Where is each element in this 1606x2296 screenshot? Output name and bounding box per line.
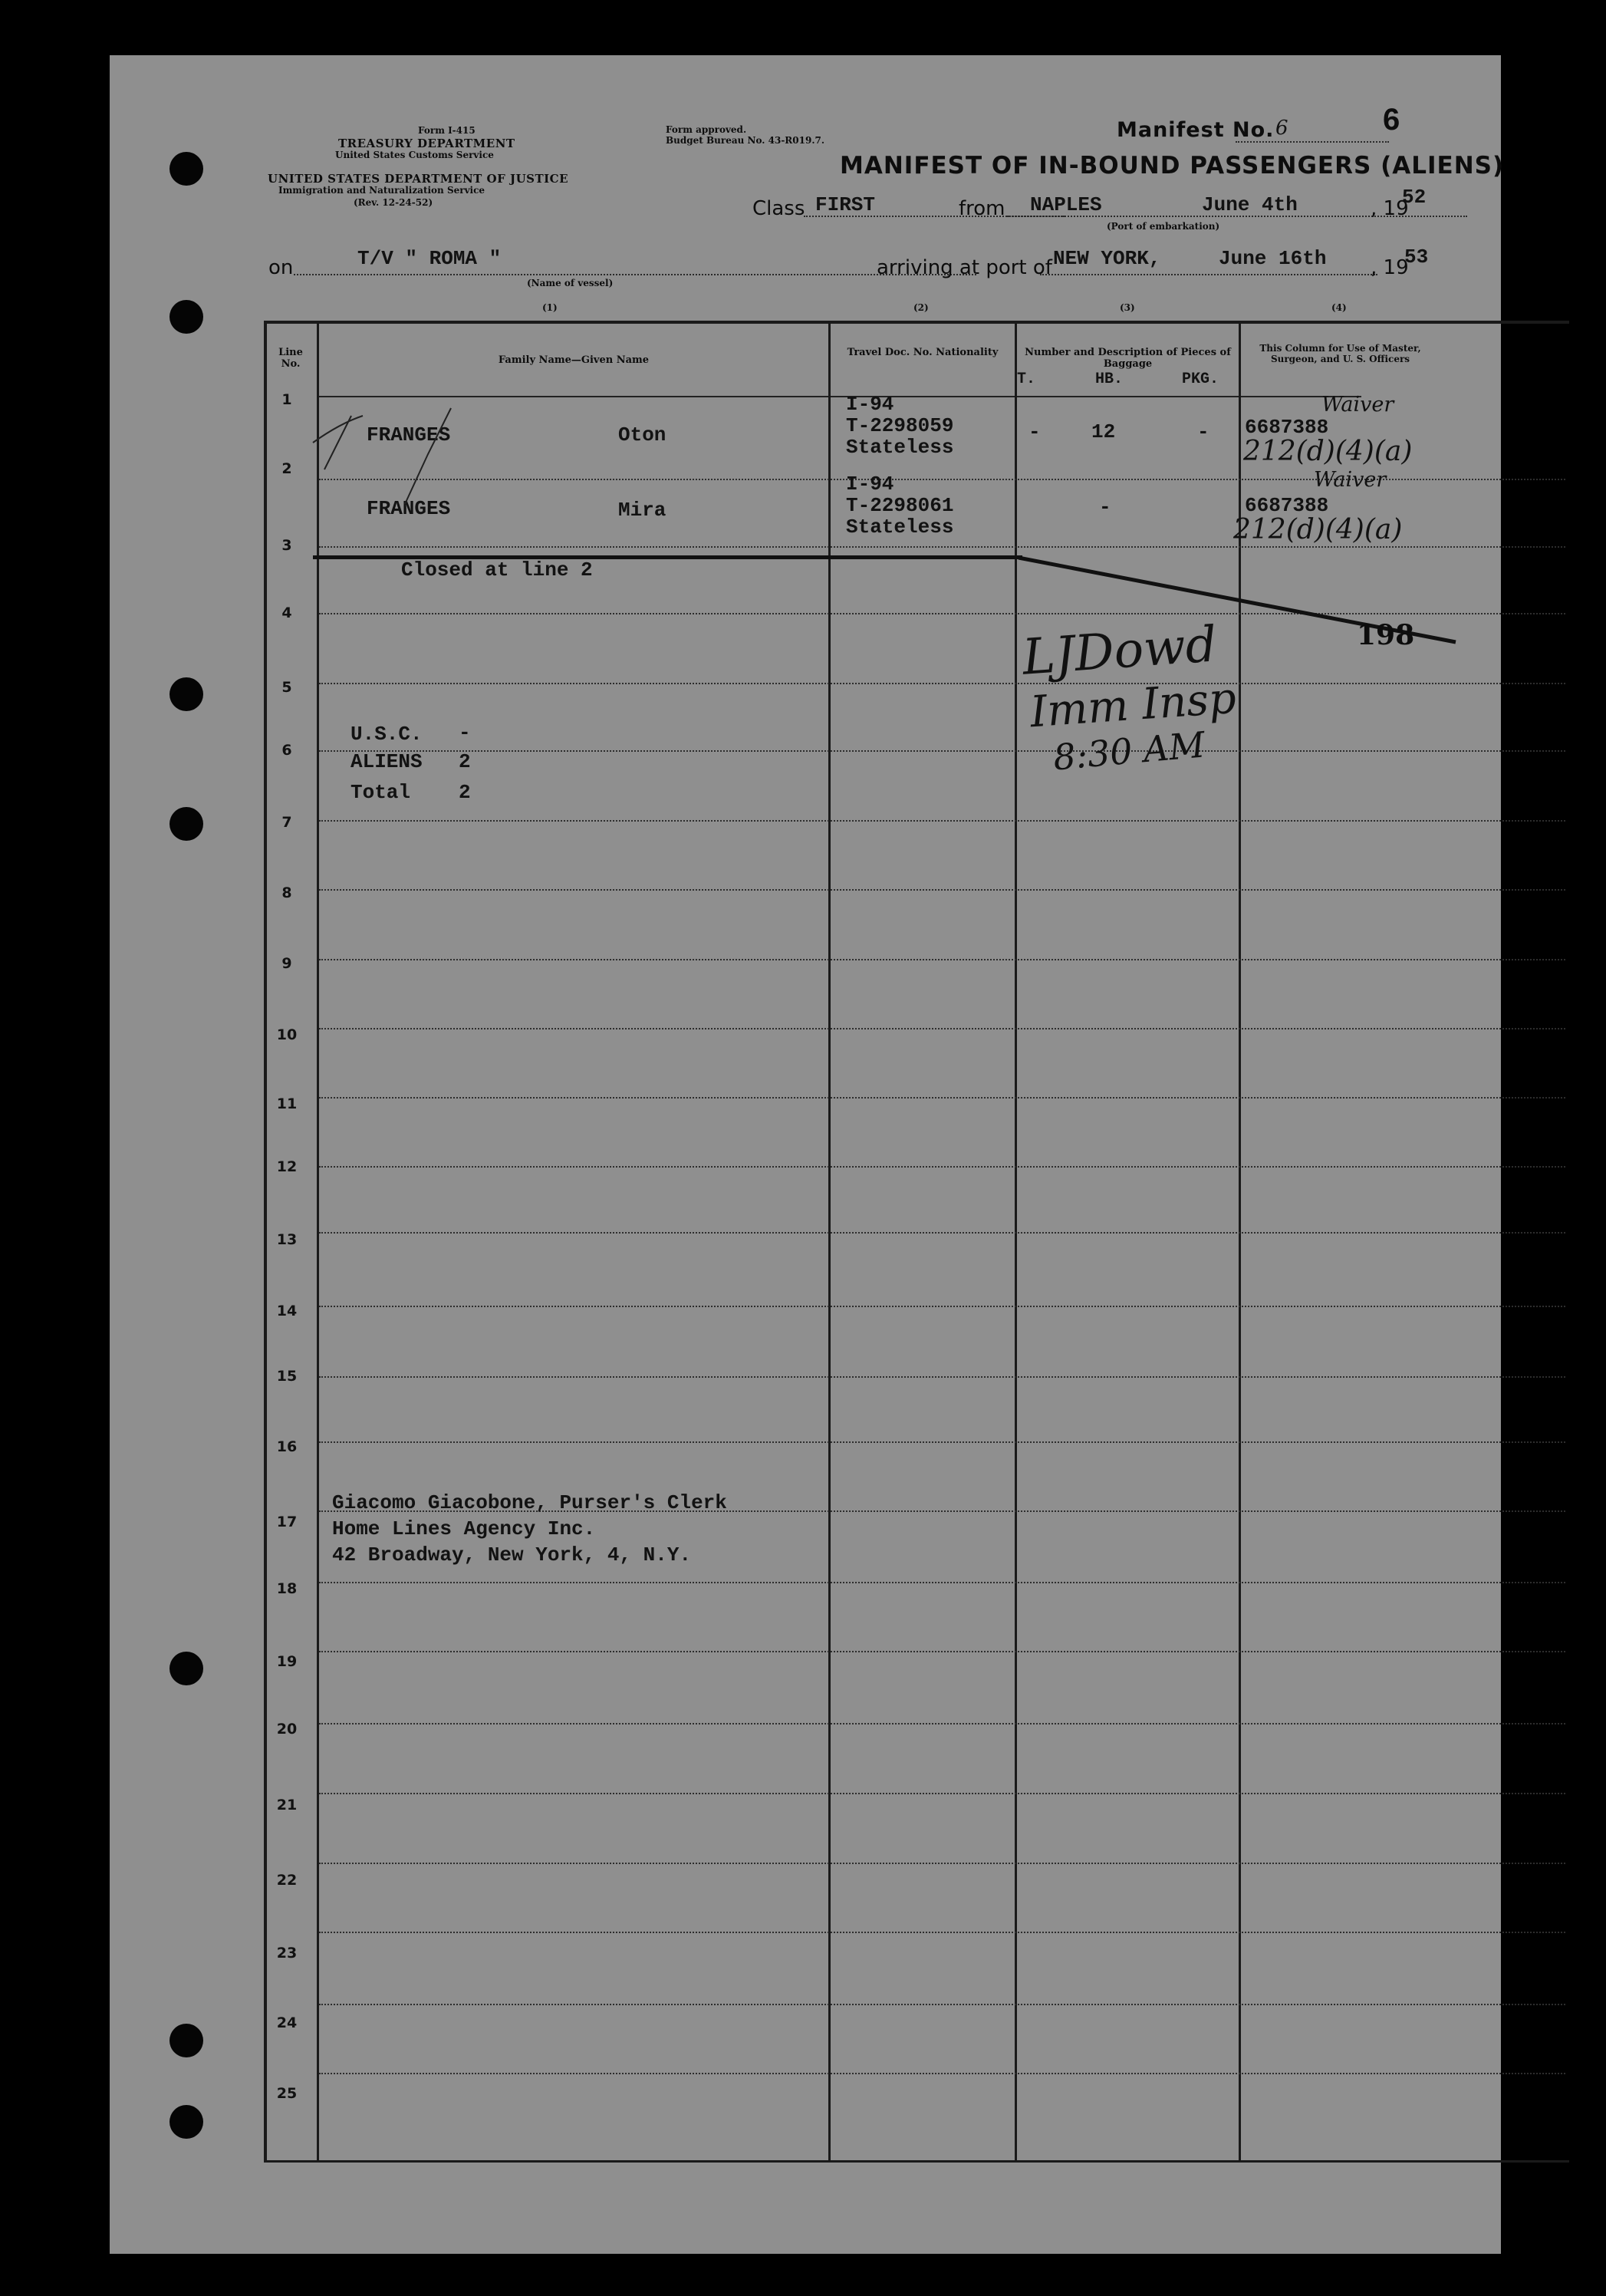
line-number: 9: [281, 955, 292, 972]
line-number: 6: [281, 742, 292, 759]
arrival-year: 53: [1404, 245, 1429, 268]
year-prefix-1: , 19: [1371, 197, 1409, 220]
line-number: 24: [276, 2014, 298, 2031]
header-name: Family Name—Given Name: [498, 354, 650, 366]
binder-hole: [169, 2024, 203, 2057]
passenger-2-given: Mira: [618, 499, 666, 522]
departure-year: 52: [1402, 186, 1427, 209]
header-line-no: Line No.: [278, 347, 303, 370]
passenger-1-officer-no: 6687388: [1245, 416, 1329, 439]
line-number: 23: [276, 1945, 298, 1962]
vessel-caption: (Name of vessel): [527, 278, 614, 288]
line-number: 14: [276, 1303, 298, 1319]
inspection-time: 8:30 AM: [1051, 723, 1207, 779]
col1-number: (1): [542, 302, 558, 313]
binder-hole: [169, 1652, 203, 1685]
line-number: 12: [276, 1158, 298, 1175]
class-label: Class: [752, 197, 805, 220]
line-number: 3: [281, 537, 292, 554]
line-number: 5: [281, 679, 292, 696]
line-number: 4: [281, 604, 292, 621]
header-bag-pkg: PKG.: [1182, 371, 1219, 388]
total-label: Total: [350, 781, 411, 804]
line-number: 1: [281, 391, 292, 408]
binder-hole: [169, 2105, 203, 2139]
usc-label: U.S.C.: [350, 723, 423, 746]
col2-number: (2): [913, 302, 929, 313]
total-value: 2: [459, 781, 471, 804]
on-label: on: [268, 256, 294, 279]
header-baggage: Number and Description of Pieces of Baggage: [1025, 347, 1231, 370]
inspector-signature: LJDowd: [1020, 616, 1219, 687]
stamp-198: 198: [1357, 619, 1415, 651]
agency-name: Home Lines Agency Inc.: [332, 1517, 596, 1540]
manifest-sheet: [110, 55, 1505, 2254]
passenger-2-doc-no: T-2298061: [846, 494, 954, 517]
header-bag-hb: HB.: [1095, 371, 1124, 388]
header-travel-doc: Travel Doc. No. Nationality: [847, 347, 999, 358]
line-number: 20: [276, 1721, 298, 1738]
passenger-1-bag-t: -: [1028, 420, 1041, 443]
form-approved: Form approved.: [666, 124, 747, 135]
vessel-name: T/V " ROMA ": [357, 247, 502, 270]
aliens-label: ALIENS: [350, 750, 423, 773]
line-number: 19: [276, 1653, 298, 1670]
binder-hole: [169, 152, 203, 186]
closed-at-line: Closed at line 2: [401, 558, 593, 581]
passenger-1-bag-hb: 12: [1091, 420, 1116, 443]
treasury-department: TREASURY DEPARTMENT: [338, 137, 515, 150]
passenger-1-officer-note: Waiver: [1321, 393, 1394, 417]
aliens-value: 2: [459, 750, 471, 773]
passenger-2-officer-code: 212(d)(4)(a): [1233, 514, 1403, 545]
passenger-1-doc-no: T-2298059: [846, 414, 954, 437]
binder-hole: [169, 677, 203, 711]
passenger-2-officer-note: Waiver: [1314, 468, 1387, 492]
passenger-1-bag-pkg: -: [1197, 420, 1209, 443]
passenger-2-family: FRANGES: [367, 497, 451, 520]
manifest-no-handwritten: 6: [1275, 117, 1288, 140]
binder-hole: [169, 807, 203, 841]
customs-service: United States Customs Service: [335, 150, 494, 160]
ins-label: Immigration and Naturalization Service: [278, 185, 485, 196]
passenger-1-nationality: Stateless: [846, 436, 954, 459]
line-number: 22: [276, 1872, 298, 1889]
annotation-strokes: [110, 55, 1501, 2254]
line-number: 21: [276, 1797, 298, 1813]
department-of-justice: UNITED STATES DEPARTMENT OF JUSTICE: [268, 172, 569, 186]
passenger-1-family: FRANGES: [367, 423, 451, 446]
passenger-1-officer-code: 212(d)(4)(a): [1243, 436, 1413, 467]
embarkation-port: NAPLES: [1030, 193, 1102, 216]
line-number: 13: [276, 1231, 298, 1248]
line-number: 25: [276, 2085, 298, 2102]
manifest-no-label: Manifest No.: [1117, 118, 1275, 142]
year-prefix-2: , 19: [1371, 256, 1409, 279]
arrival-date: June 16th: [1219, 247, 1327, 270]
arrival-port: NEW YORK,: [1053, 247, 1161, 270]
header-officers: This Column for Use of Master, Surgeon, and U. S. Officers: [1259, 343, 1421, 364]
class-value: FIRST: [815, 193, 876, 216]
binder-hole: [169, 300, 203, 334]
port-embark-caption: (Port of embarkation): [1107, 221, 1220, 232]
line-number: 18: [276, 1580, 298, 1597]
line-number: 16: [276, 1438, 298, 1455]
manifest-no-stamp: 6: [1383, 103, 1400, 137]
inspector-title: Imm Insp: [1028, 673, 1238, 738]
usc-value: -: [459, 721, 471, 744]
from-label: from: [959, 197, 1005, 220]
revision: (Rev. 12-24-52): [354, 197, 433, 208]
budget-bureau: Budget Bureau No. 43-R019.7.: [666, 135, 825, 146]
line-number: 8: [281, 884, 292, 901]
line-number: 15: [276, 1368, 298, 1385]
passenger-2-doc-type: I-94: [846, 473, 894, 496]
departure-date: June 4th: [1202, 193, 1298, 216]
line-number: 10: [276, 1026, 298, 1043]
manifest-title: MANIFEST OF IN-BOUND PASSENGERS (ALIENS): [840, 152, 1505, 180]
header-bag-t: T.: [1017, 371, 1036, 388]
line-number: 11: [276, 1095, 298, 1112]
passenger-2-officer-no: 6687388: [1245, 494, 1329, 517]
purser-name: Giacomo Giacobone, Purser's Clerk: [332, 1491, 727, 1514]
line-number: 2: [281, 460, 292, 477]
passenger-2-bag-hb: -: [1099, 496, 1111, 519]
line-number: 7: [281, 814, 292, 831]
passenger-2-nationality: Stateless: [846, 516, 954, 539]
passenger-1-given: Oton: [618, 423, 666, 446]
col4-number: (4): [1331, 302, 1347, 313]
arriving-label: arriving at port of: [877, 256, 1052, 279]
agency-address: 42 Broadway, New York, 4, N.Y.: [332, 1543, 692, 1566]
form-number: Form I-415: [418, 125, 476, 136]
line-number: 17: [276, 1514, 298, 1530]
passenger-1-doc-type: I-94: [846, 393, 894, 416]
col3-number: (3): [1120, 302, 1135, 313]
